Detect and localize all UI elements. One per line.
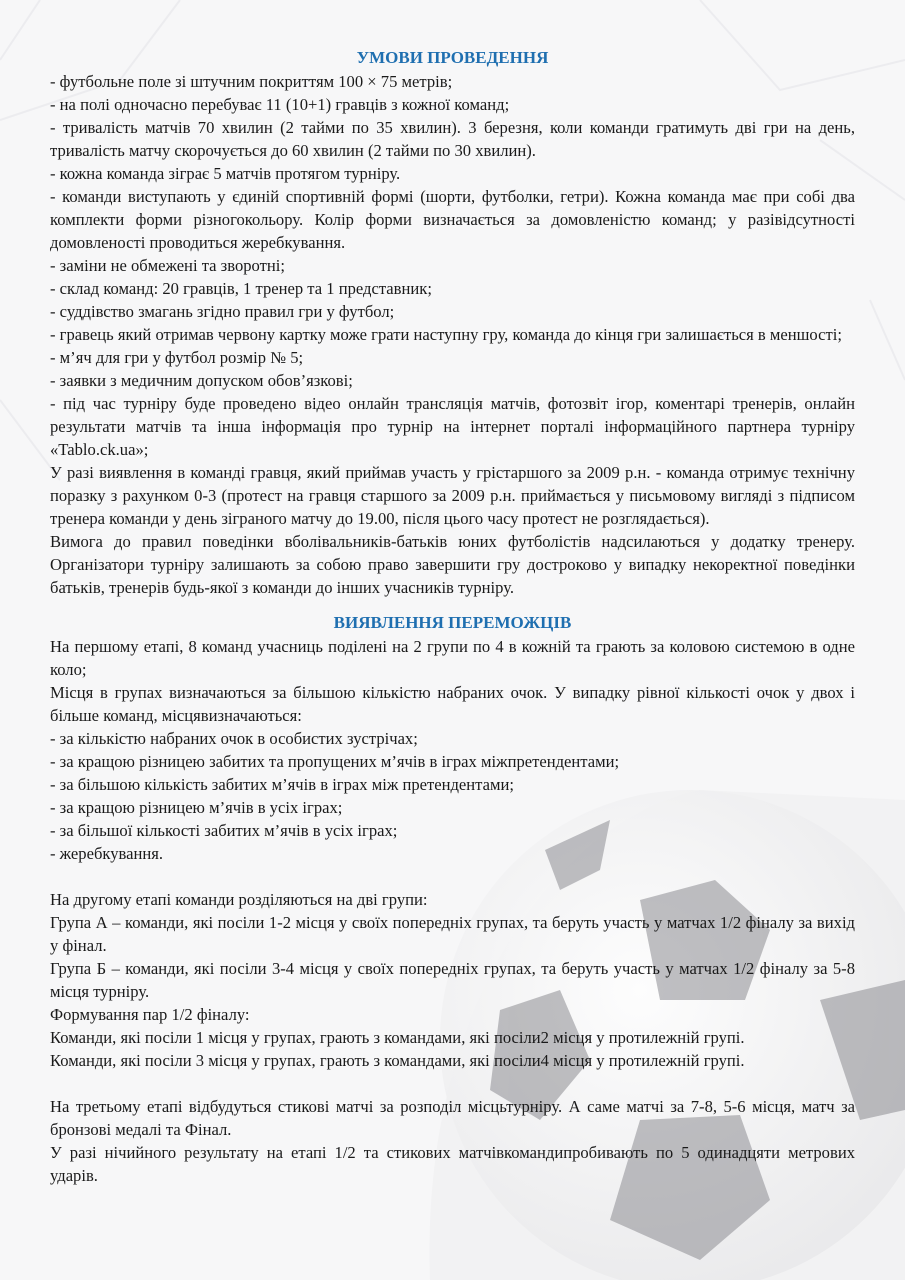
section-title-conditions: УМОВИ ПРОВЕДЕННЯ — [356, 48, 549, 67]
rule-item: - тривалість матчів 70 хвилин (2 тайми по 35 хвилин). 3 березня, коли команди гратимуть дві гри на день, тривалість матчу скорочується до 60 хвилин (2 тайми по 30 хвилин). — [50, 118, 855, 160]
stage1-item: - за більшої кількості забитих м’ячів в усіх іграх; — [50, 821, 398, 840]
stage1-item: Місця в групах визначаються за більшою кількістю набраних очок. У випадку рівної кількості очок у двох і більше команд, місцявизначаються: — [50, 683, 855, 725]
stage2-item: Команди, які посіли 1 місця у групах, грають з командами, які посіли2 місця у протилежній групі. — [50, 1028, 745, 1047]
rule-item: - заміни не обмежені та зворотні; — [50, 256, 285, 275]
stage1-item: На першому етапі, 8 команд учасниць поділені на 2 групи по 4 в кожній та грають за коловою системою в одне коло; — [50, 637, 855, 679]
stage1-item: - за кращою різницею м’ячів в усіх іграх; — [50, 798, 343, 817]
stage1-item: - жеребкування. — [50, 844, 164, 863]
stage2-item: На другому етапі команди розділяються на дві групи: — [50, 890, 428, 909]
section-title-winners: ВИЯВЛЕННЯ ПЕРЕМОЖЦІВ — [333, 613, 572, 632]
rule-item: - команди виступають у єдиній спортивній формі (шорти, футболки, гетри). Кожна команда має при собі два комплекти форми різногокольору. Колір форми визначається за домовленістю команд; у разівідсутності домовленості проводиться жеребкування. — [50, 187, 855, 252]
rule-item: - на полі одночасно перебуває 11 (10+1) гравців з кожної команд; — [50, 95, 510, 114]
stage3-item: У разі нічийного результату на етапі 1/2 та стикових матчівкомандипробивають по 5 одинадцяти метрових ударів. — [50, 1143, 855, 1185]
rule-item: - під час турніру буде проведено відео онлайн трансляція матчів, фотозвіт ігор, коментарі тренерів, онлайн результати матчів та інша інформація про турнір на інтернет порталі інформаційного партнера турніру «Tablo.ck.ua»; — [50, 394, 855, 459]
rule-item: - кожна команда зіграє 5 матчів протягом турніру. — [50, 164, 401, 183]
rule-item: - заявки з медичним допуском обов’язкові; — [50, 371, 353, 390]
stage3-item: На третьому етапі відбудуться стикові матчі за розподіл місцьтурніру. А саме матчі за 7-8, 5-6 місця, матч за бронзові медалі та Фінал. — [50, 1097, 855, 1139]
stage1-item: - за кращою різницею забитих та пропущених м’ячів в іграх міжпретендентами; — [50, 752, 620, 771]
rule-item: - футбольне поле зі штучним покриттям 100 × 75 метрів; — [50, 72, 453, 91]
stage2-item: Команди, які посіли 3 місця у групах, грають з командами, які посіли4 місця у протилежній групі. — [50, 1051, 745, 1070]
stage2-item: Формування пар 1/2 фіналу: — [50, 1005, 250, 1024]
rule-item: - склад команд: 20 гравців, 1 тренер та 1 представник; — [50, 279, 432, 298]
rule-paragraph: У разі виявлення в команді гравця, який приймав участь у грістаршого за 2009 р.н. - команда отримує технічну поразку з рахунком 0-3 (протест на гравця старшого за 2009 р.н. приймається у письмовому вигляді з підписом тренера команди у день зіграного матчу до 19.00, після цього часу протест не розглядається). — [50, 463, 855, 528]
stage1-item: - за більшою кількість забитих м’ячів в іграх між претендентами; — [50, 775, 514, 794]
rule-item: - суддівство змагань згідно правил гри у футбол; — [50, 302, 395, 321]
rule-item: - гравець який отримав червону картку може грати наступну гру, команда до кінця гри залишається в меншості; — [50, 325, 842, 344]
stage1-item: - за кількістю набраних очок в особистих зустрічах; — [50, 729, 418, 748]
rule-item: - м’яч для гри у футбол розмір № 5; — [50, 348, 304, 367]
stage2-item: Група А – команди, які посіли 1-2 місця у своїх попередніх групах, та беруть участь у матчах 1/2 фіналу за вихід у фінал. — [50, 913, 855, 955]
document-body — [50, 46, 855, 1187]
rule-paragraph: Вимога до правил поведінки вболівальників-батьків юних футболістів надсилаються у додатку тренеру. Організатори турніру залишають за собою право завершити гру достроково у випадку некоректної поведінки батьків, тренерів будь-якої з команди до інших учасників турніру. — [50, 532, 855, 597]
stage2-item: Група Б – команди, які посіли 3-4 місця у своїх попередніх групах, та беруть участь у матчах 1/2 фіналу за 5-8 місця турніру. — [50, 959, 855, 1001]
